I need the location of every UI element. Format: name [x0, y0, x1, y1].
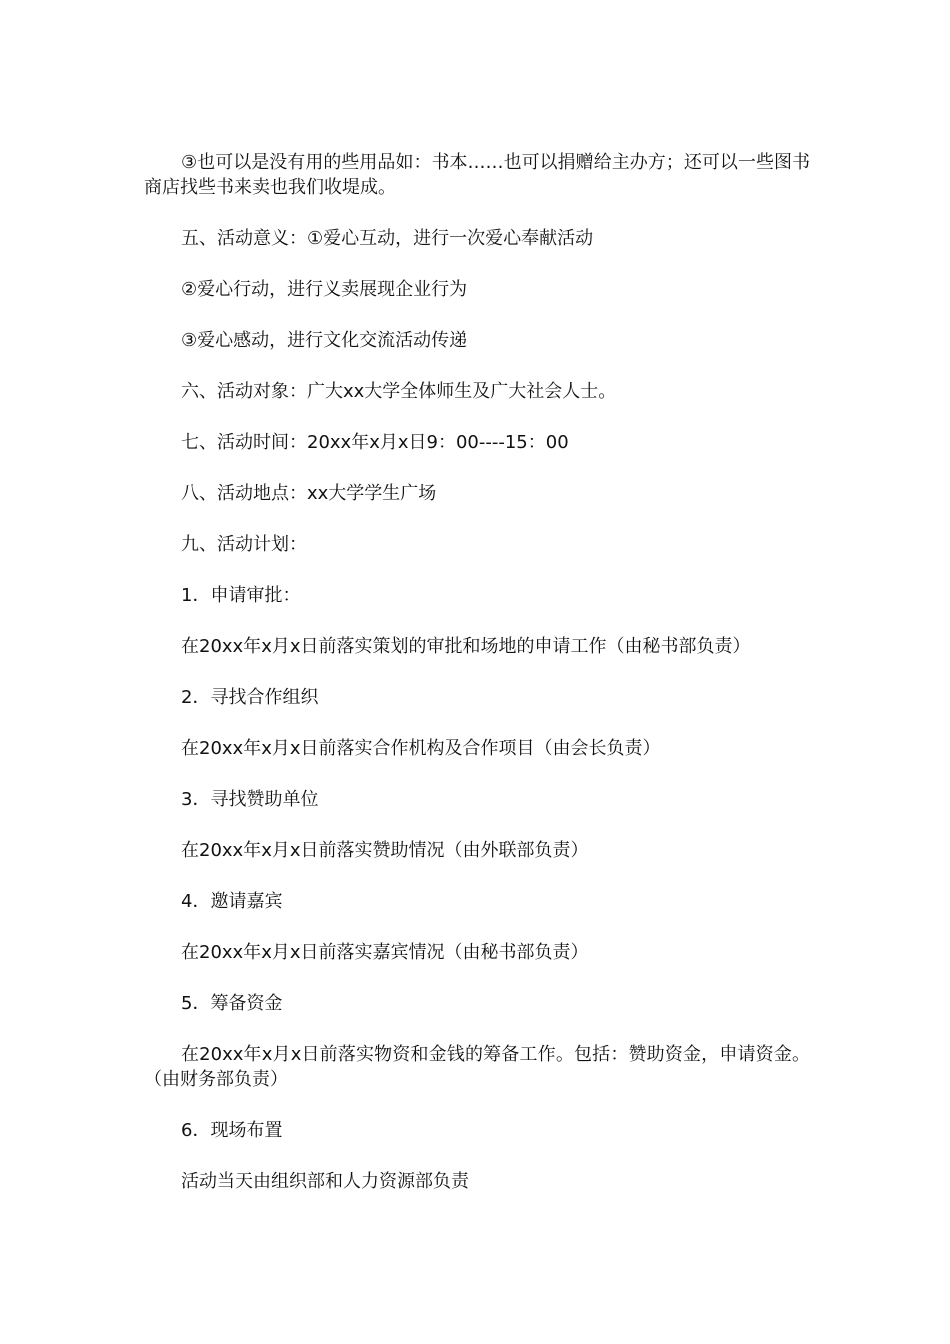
plan-step-2-detail: 在20xx年x月x日前落实合作机构及合作项目（由会长负责）	[181, 738, 661, 759]
plan-step-3-detail: 在20xx年x月x日前落实赞助情况（由外联部负责）	[181, 840, 589, 861]
document-page	[144, 150, 810, 1220]
paragraph-plan-heading: 九、活动计划：	[181, 534, 307, 555]
plan-step-2-title: 2．寻找合作组织	[181, 687, 319, 708]
paragraph-audience: 六、活动对象：广大xx大学全体师生及广大社会人士。	[181, 381, 617, 402]
paragraph-time: 七、活动时间：20xx年x月x日9：00----15：00	[181, 432, 569, 453]
plan-step-1-title: 1．申请审批：	[181, 585, 301, 606]
plan-step-6-title: 6．现场布置	[181, 1120, 283, 1141]
plan-step-4-title: 4．邀请嘉宾	[181, 891, 283, 912]
plan-step-6-detail: 活动当天由组织部和人力资源部负责	[181, 1171, 469, 1192]
plan-step-5-title: 5．筹备资金	[181, 993, 283, 1014]
paragraph-supplies-note: ③也可以是没有用的些用品如：书本……也可以捐赠给主办方；还可以一些图书商店找些书来卖也我们收堤成。	[144, 152, 810, 198]
plan-step-4-detail: 在20xx年x月x日前落实嘉宾情况（由秘书部负责）	[181, 942, 589, 963]
plan-step-1-detail: 在20xx年x月x日前落实策划的审批和场地的申请工作（由秘书部负责）	[181, 636, 751, 657]
plan-step-5-detail: 在20xx年x月x日前落实物资和金钱的筹备工作。包括：赞助资金，申请资金。（由财务部负责）	[144, 1044, 810, 1090]
plan-step-3-title: 3．寻找赞助单位	[181, 789, 319, 810]
paragraph-significance-3: ③爱心感动，进行文化交流活动传递	[181, 330, 468, 351]
paragraph-significance-2: ②爱心行动，进行义卖展现企业行为	[181, 279, 468, 300]
paragraph-location: 八、活动地点：xx大学学生广场	[181, 483, 437, 504]
paragraph-significance-heading: 五、活动意义：①爱心互动，进行一次爱心奉献活动	[181, 228, 594, 249]
